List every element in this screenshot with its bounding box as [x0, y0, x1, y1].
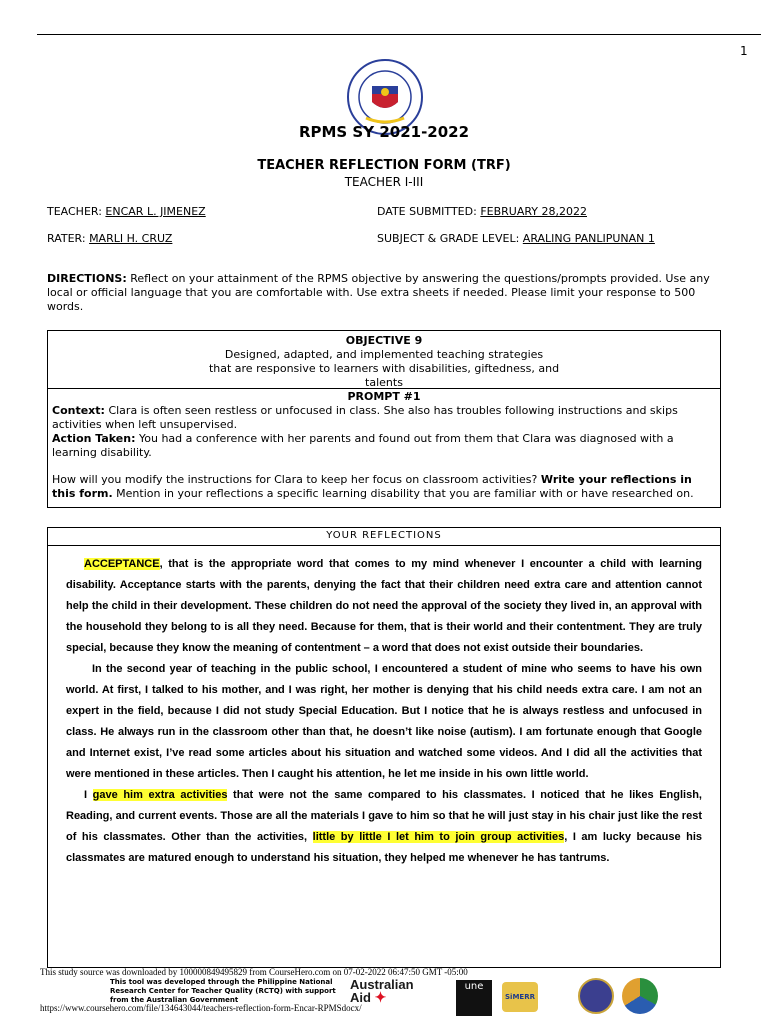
- paragraph-text: I: [84, 789, 93, 801]
- paragraph-text: , that is the appropriate word that comes to my mind whenever I encounter a child with learning disability. Acceptance starts with the parents, denying the fact that their children need extra care and attention cannot help the child in their development. These children do not need the approval of the society they lived in, an approval with the household they belong to is all they need. Because for them, that is their world and their contentment. They are truly special, because they know the meaning of contentment – a word that does not exist outside their boundaries.: [66, 558, 702, 654]
- university-seal-icon: [578, 978, 614, 1014]
- teacher-label: TEACHER:: [47, 205, 102, 218]
- download-note: This study source was downloaded by 100000849495829 from CourseHero.com on 07-02-2022 06:47:50 GMT -05:00: [40, 967, 468, 977]
- page-number: 1: [740, 44, 748, 58]
- question-bold: Write your reflections in this form.: [52, 473, 692, 500]
- logo-text: Australian: [350, 977, 414, 992]
- top-rule: [37, 34, 761, 35]
- highlight: ACCEPTANCE: [84, 558, 160, 570]
- question-tail: Mention in your reflections a specific learning disability that you are familiar with or have researched on.: [116, 487, 694, 500]
- paragraph-text: , I am lucky because his classmates are matured enough to understand his situation, they helped me whenever he has tantrums.: [66, 831, 703, 864]
- reflection-paragraph: [66, 554, 702, 659]
- question-text: How will you modify the instructions for Clara to keep her focus on classroom activities?: [52, 473, 538, 486]
- date-field: [377, 205, 587, 218]
- form-title: TEACHER REFLECTION FORM (TRF): [257, 158, 511, 173]
- highlight: gave him extra activities: [92, 789, 228, 801]
- subject-value: ARALING PANLIPUNAN 1: [522, 232, 655, 245]
- rctq-logo-icon: [622, 978, 658, 1014]
- context-paragraph: [52, 404, 716, 432]
- paragraph-text: that were not the same compared to his classmates. I noticed that he likes English, Reading, and current events. Those are all the materials I gave to him so that he will just stay in his chair just like the rest of his classmates. Other than the activities,: [66, 789, 702, 843]
- logo-text: Aid: [350, 990, 371, 1005]
- action-label: Action Taken:: [52, 432, 136, 445]
- action-paragraph: [52, 432, 716, 460]
- date-value: FEBRUARY 28,2022: [480, 205, 587, 218]
- rater-label: RATER:: [47, 232, 86, 245]
- objective-heading: OBJECTIVE 9: [345, 334, 423, 347]
- une-logo: une: [456, 980, 492, 1016]
- action-text: You had a conference with her parents and found out from them that Clara was diagnosed with a learning disability.: [52, 432, 674, 459]
- highlight: little by little I let him to join group activities: [312, 831, 565, 843]
- source-url[interactable]: https://www.coursehero.com/file/134643044/teachers-reflection-form-Encar-RPMSdocx/: [40, 1003, 362, 1013]
- context-text: Clara is often seen restless or unfocused in class. She also has troubles following instructions and skips activities when left unsupervised.: [52, 404, 678, 431]
- australian-aid-logo: [350, 978, 414, 1004]
- question-paragraph: [52, 473, 716, 501]
- rater-value: MARLI H. CRUZ: [89, 232, 173, 245]
- development-note: This tool was developed through the Philippine National Research Center for Teacher Quality (RCTQ) with support from the Australian Government: [110, 978, 336, 1004]
- reflection-paragraph: In the second year of teaching in the public school, I encountered a student of mine who seems to have his own world. At first, I talked to his mother, and I was right, her mother is denying that his child needs extra care. I am not an expert in the field, because I did not study Special Education. But I notice that he is always restless and unfocused in class. He always run in the classroom other than that, he doesn’t like noise (autism). I am fortunate enough that Google and Internet exist, I’ve read some articles about his situation and watched some videos. And I did all the activities that were mentioned in these articles. Then I caught his attention, he let me inside in his own little world.: [66, 663, 702, 780]
- page-title: RPMS SY 2021-2022: [298, 123, 470, 141]
- prompt-heading: PROMPT #1: [347, 390, 421, 403]
- rater-field: [47, 232, 172, 245]
- reflections-box: [47, 527, 721, 968]
- objective-section: [48, 331, 720, 389]
- directions-label: DIRECTIONS:: [47, 272, 127, 285]
- context-label: Context:: [52, 404, 105, 417]
- subject-field: [377, 232, 655, 245]
- directions-text: Reflect on your attainment of the RPMS objective by answering the questions/prompts provided. Use any local or official language that you are comfortable with. Use extra sheets if needed. Please limit your response to 500 words.: [47, 272, 710, 313]
- date-label: DATE SUBMITTED:: [377, 205, 477, 218]
- simerr-logo: SiMERR: [502, 982, 538, 1012]
- teacher-value: ENCAR L. JIMENEZ: [105, 205, 206, 218]
- objective-prompt-box: [47, 330, 721, 508]
- reflection-paragraph: [66, 785, 702, 869]
- objective-line: that are responsive to learners with disabilities, giftedness, and: [208, 362, 560, 375]
- objective-line: talents: [365, 376, 403, 389]
- kangaroo-icon: ✦: [374, 989, 387, 1005]
- form-subtitle: TEACHER I-III: [344, 175, 424, 189]
- prompt-section: [48, 389, 720, 502]
- teacher-field: [47, 205, 206, 218]
- reflections-body: [48, 546, 720, 869]
- directions: [47, 272, 721, 314]
- reflections-heading: YOUR REFLECTIONS: [48, 528, 720, 546]
- objective-line: Designed, adapted, and implemented teaching strategies: [224, 348, 544, 361]
- subject-label: SUBJECT & GRADE LEVEL:: [377, 232, 520, 245]
